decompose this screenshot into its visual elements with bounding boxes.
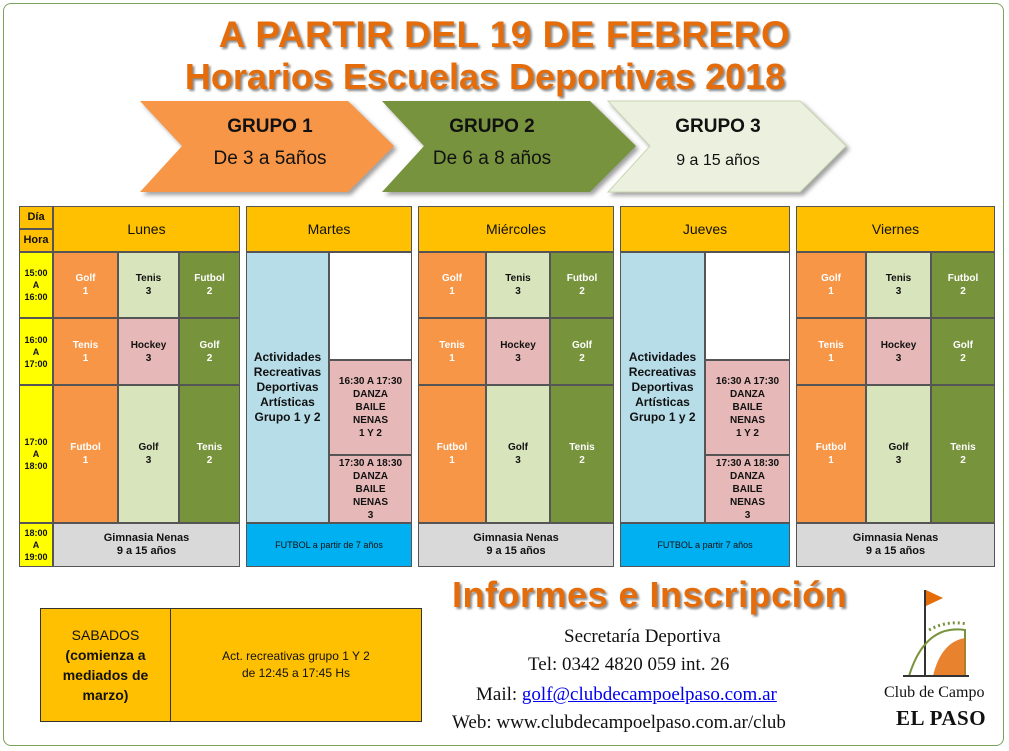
viernes-slot-tenis-2: Tenis 2 xyxy=(931,385,995,523)
dia-label: Día xyxy=(19,206,53,229)
jueves-danza-2: 17:30 A 18:30 DANZA BAILE NENAS 3 xyxy=(705,455,790,523)
lunes-slot-futbol-2: Futbol 2 xyxy=(179,252,240,318)
lunes-gimnasia: Gimnasia Nenas 9 a 15 años xyxy=(53,523,240,567)
miercoles-slot-futbol-1: Futbol 1 xyxy=(418,385,486,523)
lunes-slot-hockey-3: Hockey 3 xyxy=(118,318,179,385)
miercoles-slot-hockey-3: Hockey 3 xyxy=(486,318,550,385)
day-viernes: Viernes xyxy=(796,206,995,252)
hour-18-19: 18:00 A 19:00 xyxy=(19,523,53,567)
miercoles-gimnasia: Gimnasia Nenas 9 a 15 años xyxy=(418,523,614,567)
mail-label: Mail: xyxy=(476,684,522,705)
lunes-slot-tenis-1: Tenis 1 xyxy=(53,318,118,385)
miercoles-slot-tenis-3: Tenis 3 xyxy=(486,252,550,318)
viernes-slot-golf-1: Golf 1 xyxy=(796,252,866,318)
group-3-label xyxy=(628,116,808,170)
secretaria-text: Secretaría Deportiva xyxy=(564,626,721,647)
sabados-activity-line-2: de 12:45 a 17:45 Hs xyxy=(241,666,351,680)
group-2-label xyxy=(402,116,582,170)
day-jueves: Jueves xyxy=(620,206,790,252)
sabados-note-2: mediados de xyxy=(62,667,149,683)
viernes-slot-futbol-2: Futbol 2 xyxy=(931,252,995,318)
tel-text: Tel: 0342 4820 059 int. 26 xyxy=(528,654,730,675)
lunes-slot-golf-3: Golf 3 xyxy=(118,385,179,523)
sabados-activity-line-1: Act. recreativas grupo 1 Y 2 xyxy=(222,649,370,663)
lunes-slot-golf-2: Golf 2 xyxy=(179,318,240,385)
sabados-box xyxy=(40,608,422,722)
sabados-note-3: marzo) xyxy=(82,687,129,703)
viernes-slot-futbol-1: Futbol 1 xyxy=(796,385,866,523)
viernes-slot-golf-2: Golf 2 xyxy=(931,318,995,385)
title-schedule: Horarios Escuelas Deportivas 2018 xyxy=(184,56,786,97)
miercoles-slot-tenis-1: Tenis 1 xyxy=(418,318,486,385)
martes-futbol: FUTBOL a partir de 7 años xyxy=(246,523,412,567)
logo-text-el-paso: EL PASO xyxy=(896,706,987,730)
lunes-slot-tenis-3: Tenis 3 xyxy=(118,252,179,318)
miercoles-slot-futbol-2: Futbol 2 xyxy=(550,252,614,318)
miercoles-slot-golf-3: Golf 3 xyxy=(486,385,550,523)
day-martes: Martes xyxy=(246,206,412,252)
viernes-slot-hockey-3: Hockey 3 xyxy=(866,318,931,385)
sabados-label xyxy=(41,609,171,721)
group-3-ages: 9 a 15 años xyxy=(676,152,760,169)
miercoles-slot-golf-2: Golf 2 xyxy=(550,318,614,385)
hour-15-16: 15:00 A 16:00 xyxy=(19,252,53,318)
hour-17-18: 17:00 A 18:00 xyxy=(19,385,53,523)
hour-16-17: 16:00 A 17:00 xyxy=(19,318,53,385)
group-1-label xyxy=(180,116,360,170)
informes-title: Informes e Inscripción xyxy=(452,574,848,615)
lunes-slot-tenis-2: Tenis 2 xyxy=(179,385,240,523)
logo-text-club: Club de Campo xyxy=(884,684,985,701)
web-text[interactable]: Web: www.clubdecampoelpaso.com.ar/club xyxy=(452,712,786,733)
day-miercoles: Miércoles xyxy=(418,206,614,252)
mail-link[interactable]: golf@clubdecampoelpaso.com.ar xyxy=(521,684,777,705)
viernes-slot-tenis-1: Tenis 1 xyxy=(796,318,866,385)
group-2-name: GRUPO 2 xyxy=(449,116,535,137)
club-logo-flag-icon xyxy=(895,584,975,684)
miercoles-slot-golf-1: Golf 1 xyxy=(418,252,486,318)
group-1-ages: De 3 a 5años xyxy=(213,148,327,169)
martes-empty xyxy=(329,252,412,360)
jueves-empty xyxy=(705,252,790,360)
sabados-activity xyxy=(171,609,421,721)
viernes-slot-golf-3: Golf 3 xyxy=(866,385,931,523)
martes-danza-1: 16:30 A 17:30 DANZA BAILE NENAS 1 Y 2 xyxy=(329,360,412,455)
sabados-note-1: (comienza a xyxy=(65,647,146,663)
lunes-slot-golf-1: Golf 1 xyxy=(53,252,118,318)
jueves-futbol: FUTBOL a partir 7 años xyxy=(620,523,790,567)
sabados-title: SABADOS xyxy=(71,627,140,643)
title-date: A PARTIR DEL 19 DE FEBRERO xyxy=(218,14,791,55)
viernes-slot-tenis-3: Tenis 3 xyxy=(866,252,931,318)
jueves-recreativas: Actividades Recreativas Deportivas Artísticas Grupo 1 y 2 xyxy=(620,252,705,523)
lunes-slot-futbol-1: Futbol 1 xyxy=(53,385,118,523)
mail-line xyxy=(476,684,777,706)
group-2-ages: De 6 a 8 años xyxy=(432,148,552,169)
viernes-gimnasia: Gimnasia Nenas 9 a 15 años xyxy=(796,523,995,567)
group-1-name: GRUPO 1 xyxy=(227,116,313,137)
day-lunes: Lunes xyxy=(53,206,240,252)
martes-danza-2: 17:30 A 18:30 DANZA BAILE NENAS 3 xyxy=(329,455,412,523)
hora-label: Hora xyxy=(19,229,53,252)
martes-recreativas: Actividades Recreativas Deportivas Artísticas Grupo 1 y 2 xyxy=(246,252,329,523)
miercoles-slot-tenis-2: Tenis 2 xyxy=(550,385,614,523)
jueves-danza-1: 16:30 A 17:30 DANZA BAILE NENAS 1 Y 2 xyxy=(705,360,790,455)
group-3-name: GRUPO 3 xyxy=(675,116,761,137)
